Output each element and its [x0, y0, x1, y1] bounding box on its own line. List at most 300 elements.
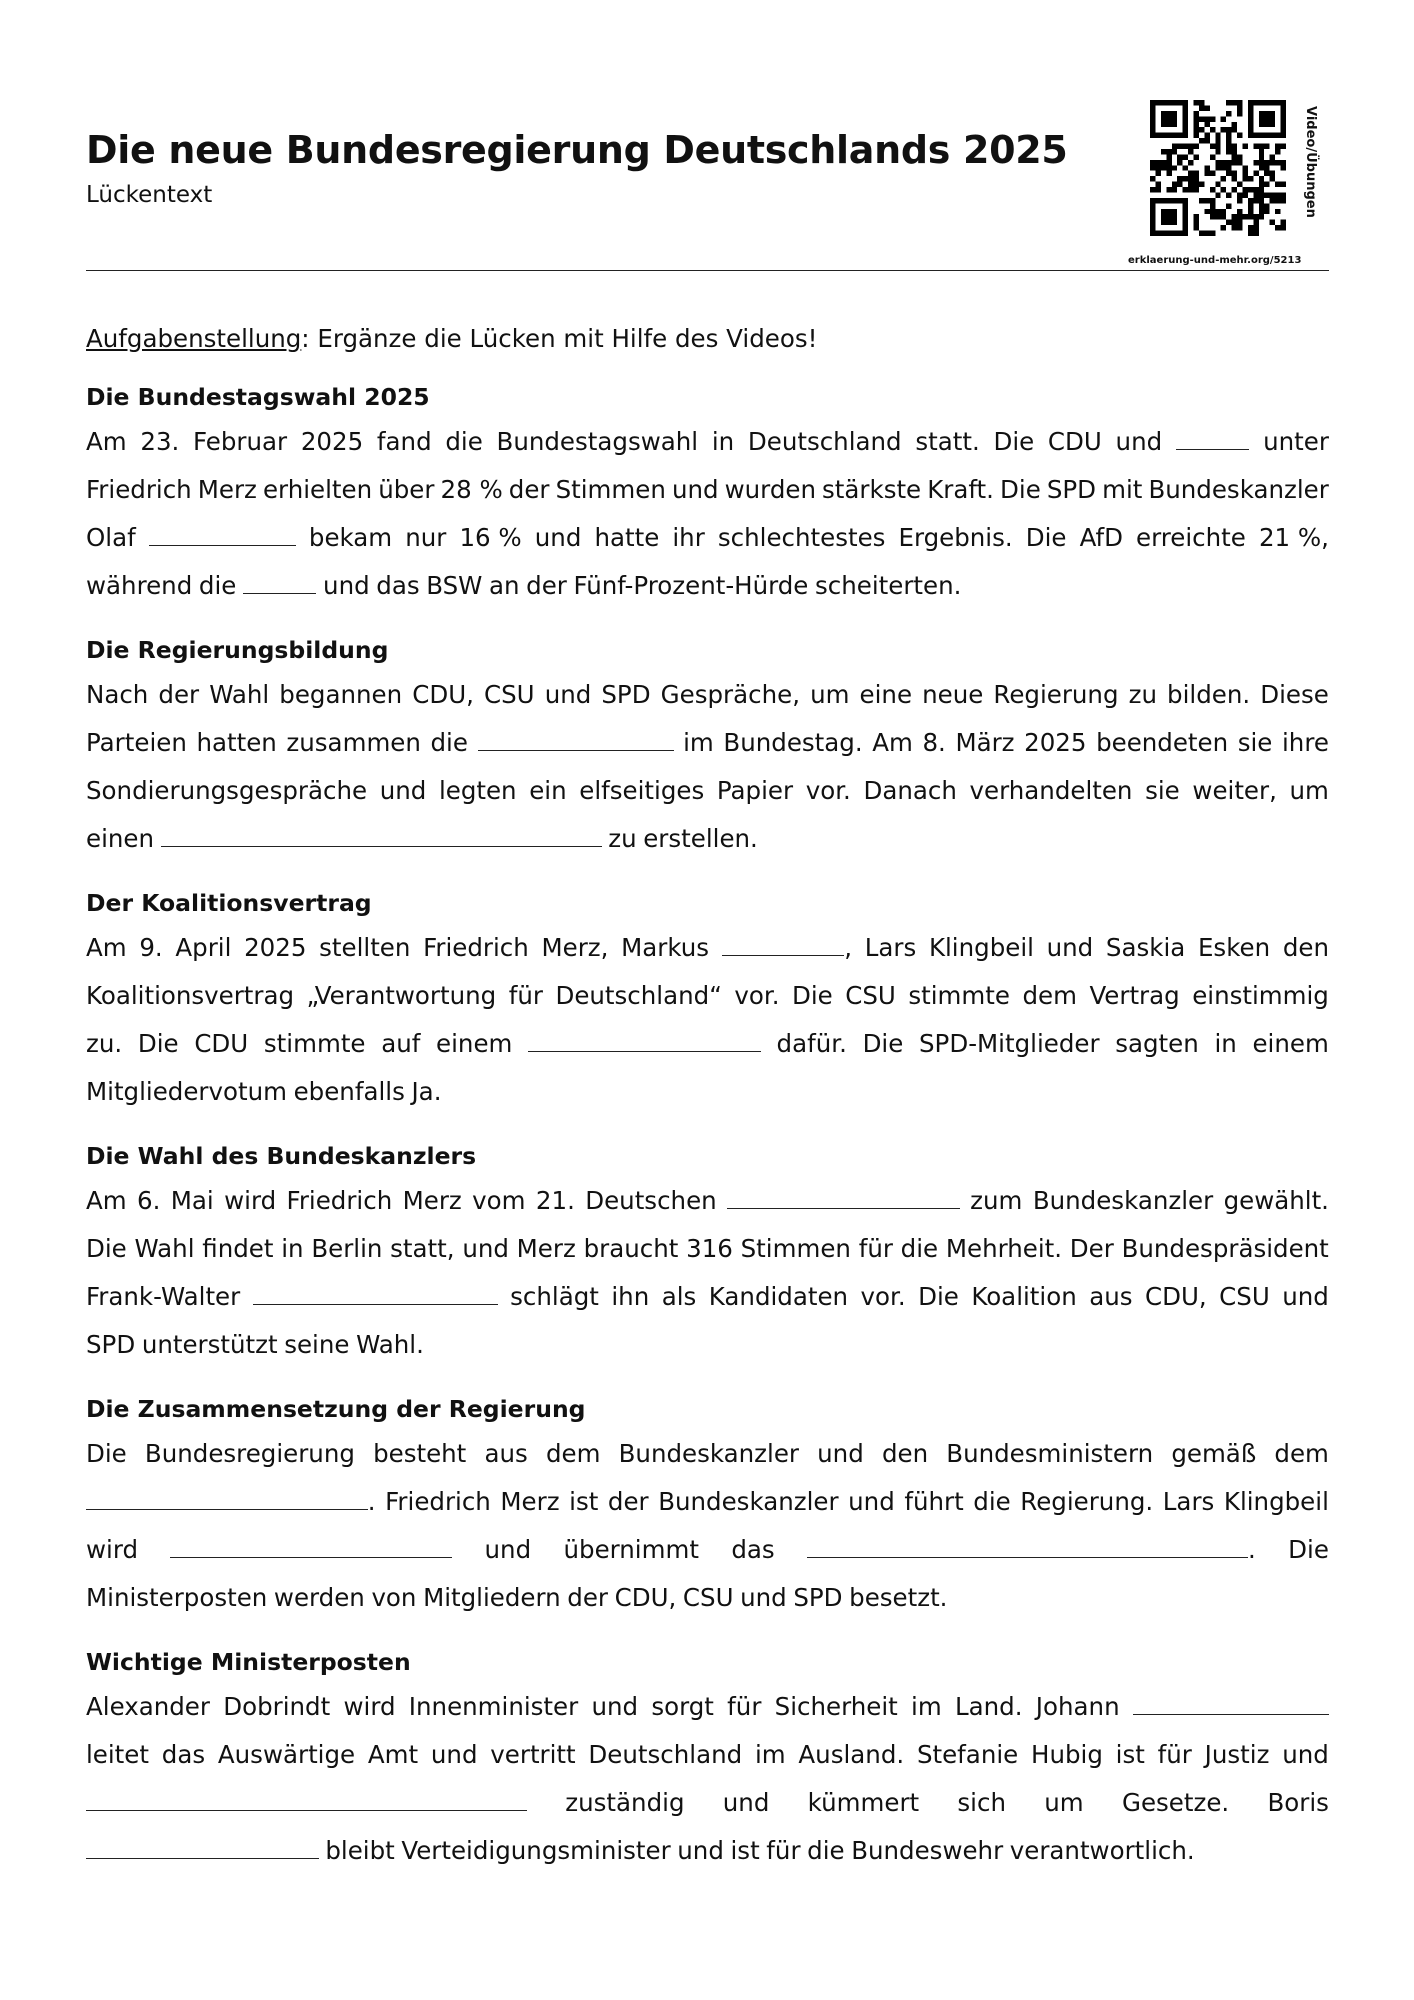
blank-field[interactable]	[1176, 418, 1250, 466]
text-word: 2025	[244, 933, 307, 962]
section-title: Wichtige Ministerposten	[86, 1648, 411, 1676]
text-word: gewählt.	[1223, 1186, 1329, 1215]
text-word: Dobrindt	[223, 1692, 331, 1721]
text-word: „Verantwortung	[306, 981, 497, 1010]
text-word: Die	[792, 981, 833, 1010]
text-word: unterstützt	[141, 1330, 278, 1359]
text-word: erstellen.	[643, 824, 758, 853]
text-word: und	[534, 523, 582, 552]
text-word: Innenminister	[408, 1692, 579, 1721]
text-word: Justiz	[1204, 1740, 1270, 1769]
text-word: mit	[1102, 475, 1143, 504]
text-word: fand	[376, 427, 432, 456]
text-word: hatten	[196, 728, 277, 757]
text-word: vor.	[734, 981, 780, 1010]
text-word: die	[973, 1487, 1011, 1516]
text-word: Parteien	[86, 728, 187, 757]
text-word: Der	[1069, 1234, 1114, 1263]
text-word: 6.	[137, 1186, 161, 1215]
section-title: Die Bundestagswahl 2025	[86, 383, 430, 411]
text-word: vom	[472, 1186, 526, 1215]
text-word: dem	[1022, 981, 1077, 1010]
text-word: und	[430, 1740, 478, 1769]
text-word: dafür.	[776, 1029, 847, 1058]
text-word: März	[955, 728, 1015, 757]
text-word: weiter,	[1192, 776, 1277, 805]
text-line	[86, 1020, 1329, 1068]
worksheet-body	[86, 322, 1329, 1898]
text-word: CSU	[484, 680, 535, 709]
text-word: ebenfalls	[293, 1077, 405, 1106]
text-word: stimmte	[263, 1029, 366, 1058]
task-instruction	[86, 322, 1329, 356]
text-word: und	[544, 680, 592, 709]
text-word: für	[1157, 1740, 1192, 1769]
text-word: Ja.	[411, 1077, 442, 1106]
text-word: wird	[86, 1535, 139, 1564]
text-word: erhielten	[262, 475, 373, 504]
text-word: SPD	[86, 1330, 136, 1359]
text-line	[86, 466, 1329, 514]
text-word: Ausland.	[798, 1740, 905, 1769]
text-word: legten	[438, 776, 517, 805]
text-word: wurden	[724, 475, 816, 504]
text-word: CSU	[845, 981, 896, 1010]
text-word: Bundeskanzler	[618, 1439, 799, 1468]
text-word: CDU,	[614, 1583, 677, 1612]
text-word: Bundeswehr	[851, 1836, 1004, 1865]
text-word: besetzt.	[849, 1583, 948, 1612]
blank-field[interactable]: ,	[722, 924, 852, 972]
text-line	[86, 562, 1329, 610]
qr-code-icon[interactable]	[1150, 100, 1286, 236]
text-word: bilden.	[1167, 680, 1251, 709]
text-line	[86, 1526, 1329, 1574]
text-word: während	[86, 571, 193, 600]
text-word: vor.	[860, 1282, 906, 1311]
text-word: Mitgliedern	[423, 1583, 561, 1612]
text-word: Friedrich	[385, 1487, 491, 1516]
text-word: Vertrag	[1089, 981, 1180, 1010]
text-word: und	[462, 1234, 509, 1263]
text-word: seine	[284, 1330, 350, 1359]
text-word: nur	[405, 523, 447, 552]
task-text: : Ergänze die Lücken mit Hilfe des Videos!	[301, 324, 818, 353]
qr-side-label: Video/Übungen	[1303, 106, 1318, 218]
text-word: scheiterten.	[815, 571, 962, 600]
text-word: Bundesregierung	[144, 1439, 355, 1468]
text-word: aus	[484, 1439, 528, 1468]
text-word: Friedrich	[423, 933, 529, 962]
text-word: Sondierungsgespräche	[86, 776, 368, 805]
text-word: vor.	[805, 776, 851, 805]
text-word: aus	[1089, 1282, 1133, 1311]
text-word: im	[911, 1692, 942, 1721]
text-word: Friedrich	[86, 475, 192, 504]
text-word: für	[727, 1692, 762, 1721]
blank-field[interactable]	[253, 1273, 498, 1321]
text-word: ein	[529, 776, 567, 805]
section	[86, 633, 1329, 863]
text-word: die	[445, 427, 483, 456]
text-word: und	[1282, 1740, 1329, 1769]
text-word: Stimmen	[555, 475, 666, 504]
text-word: verhandelten	[969, 776, 1133, 805]
text-word: Am	[86, 1186, 127, 1215]
text-word: ihn	[611, 1282, 650, 1311]
text-word: Mehrheit.	[945, 1234, 1063, 1263]
text-word: Deutschland	[588, 1740, 743, 1769]
text-word: elfseitiges	[579, 776, 705, 805]
text-word: Die	[1000, 475, 1041, 504]
text-word: Wahl	[209, 680, 270, 709]
text-word: 16 %	[459, 523, 522, 552]
text-word: CDU	[1047, 427, 1102, 456]
text-word: 21.	[535, 1186, 575, 1215]
text-word: Mai	[170, 1186, 214, 1215]
text-word: Die	[993, 427, 1035, 456]
text-word: Merz	[500, 1487, 560, 1516]
text-word: Wahl	[134, 1234, 195, 1263]
page-title: Die neue Bundesregierung Deutschlands 2025	[86, 128, 1068, 172]
text-word: schlechtestes	[717, 523, 886, 552]
text-word: Verteidigungsminister	[401, 1836, 671, 1865]
text-line	[86, 1321, 1329, 1369]
text-line	[86, 1779, 1329, 1827]
text-word: und	[848, 1487, 895, 1516]
text-word: und	[379, 776, 427, 805]
section	[86, 886, 1329, 1116]
blank-field[interactable]	[86, 1779, 527, 1827]
blank-field[interactable]	[1133, 1683, 1329, 1731]
text-line	[86, 1478, 1329, 1526]
text-word: und	[484, 1535, 532, 1564]
text-word: das	[376, 571, 420, 600]
text-word: CDU,	[1145, 1282, 1207, 1311]
text-word: von	[371, 1583, 417, 1612]
text-word: unter	[1263, 427, 1329, 456]
blank-field[interactable]	[727, 1177, 960, 1225]
text-word: in	[1214, 1029, 1237, 1058]
text-line	[86, 1827, 1329, 1875]
section	[86, 380, 1329, 610]
section-title: Die Zusammensetzung der Regierung	[86, 1395, 586, 1423]
section	[86, 1139, 1329, 1369]
section-title: Die Regierungsbildung	[86, 636, 389, 664]
text-word: das	[731, 1535, 775, 1564]
text-word: Saskia	[1105, 933, 1186, 962]
task-label: Aufgabenstellung	[86, 324, 302, 353]
text-word: über	[378, 475, 435, 504]
text-word: April	[175, 933, 232, 962]
text-word: die	[430, 728, 468, 757]
text-word: Bundeskanzler	[1148, 475, 1329, 504]
text-word: erreichte	[1136, 523, 1246, 552]
text-line	[86, 418, 1329, 466]
text-word: Diese	[1260, 680, 1329, 709]
text-word: SPD	[793, 1583, 843, 1612]
text-word: Klingbeil	[1223, 1487, 1329, 1516]
text-word: Regierung.	[1020, 1487, 1154, 1516]
blank-field[interactable]	[149, 514, 296, 562]
text-word: begannen	[279, 680, 403, 709]
text-word: zusammen	[286, 728, 421, 757]
text-word: und	[817, 1439, 864, 1468]
blank-field[interactable]	[170, 1526, 452, 1574]
text-word: einstimmig	[1192, 981, 1329, 1010]
text-word: Am	[86, 933, 127, 962]
text-word: im	[754, 1740, 786, 1769]
text-line	[86, 671, 1329, 719]
text-word: Kraft.	[927, 475, 994, 504]
text-word: Die	[86, 1234, 127, 1263]
text-word: führt	[904, 1487, 964, 1516]
text-word: für	[766, 1836, 801, 1865]
text-word: zum	[970, 1186, 1023, 1215]
section-title: Die Wahl des Bundeskanzlers	[86, 1142, 477, 1170]
text-word: besteht	[373, 1439, 467, 1468]
text-word: die	[900, 1234, 939, 1263]
text-line	[86, 1430, 1329, 1478]
text-word: ist	[569, 1487, 599, 1516]
text-word: CSU	[682, 1583, 734, 1612]
text-word: wird	[343, 1692, 396, 1721]
text-word: der	[508, 475, 550, 504]
text-word: in	[711, 427, 735, 456]
text-word: 23.	[140, 427, 180, 456]
text-line	[86, 924, 1329, 972]
text-word: vertritt	[490, 1740, 576, 1769]
text-word: Merz,	[541, 933, 609, 962]
text-word: Stefanie	[916, 1740, 1019, 1769]
page-subtitle: Lückentext	[86, 182, 213, 208]
text-line	[86, 1731, 1329, 1779]
text-word: Koalitionsvertrag	[86, 981, 295, 1010]
text-word: Berlin	[311, 1234, 383, 1263]
text-word: Alexander	[86, 1692, 210, 1721]
text-word: Lars	[864, 933, 917, 962]
text-word: dem	[1274, 1439, 1329, 1468]
section-list	[86, 380, 1329, 1875]
text-word: ist	[1115, 1740, 1145, 1769]
text-word: SPD-Mitglieder	[919, 1029, 1100, 1058]
text-word: sich	[957, 1788, 1006, 1817]
text-line	[86, 815, 1329, 863]
text-word: in	[281, 1234, 304, 1263]
text-word: verantwortlich.	[1009, 1836, 1195, 1865]
text-word: stellten	[319, 933, 411, 962]
text-word: Die	[137, 1029, 179, 1058]
text-word: Danach	[863, 776, 957, 805]
text-word: Markus	[621, 933, 710, 962]
text-word: für	[858, 1234, 893, 1263]
text-word: zuständig	[565, 1788, 685, 1817]
section-title: Der Koalitionsvertrag	[86, 889, 372, 917]
text-word: um	[1289, 776, 1329, 805]
text-word: als	[661, 1282, 697, 1311]
text-word: für	[508, 981, 543, 1010]
text-word: 21 %,	[1258, 523, 1329, 552]
text-word: Stimmen	[740, 1234, 851, 1263]
text-word: Kandidaten	[708, 1282, 849, 1311]
text-word: SPD	[601, 680, 651, 709]
text-word: ihre	[1281, 728, 1329, 757]
text-word: sorgt	[651, 1692, 714, 1721]
text-word: den	[881, 1439, 929, 1468]
text-word: wird	[224, 1186, 277, 1215]
text-word: zu	[1128, 680, 1157, 709]
text-word: Regierung	[993, 680, 1119, 709]
text-word: statt,	[390, 1234, 455, 1263]
text-word: CSU	[1219, 1282, 1270, 1311]
text-word: Amt	[367, 1740, 419, 1769]
text-word: der	[526, 571, 567, 600]
blank-field[interactable]	[478, 719, 674, 767]
text-word: Klingbeil	[928, 933, 1034, 962]
text-word: die	[198, 571, 237, 600]
text-word: das	[161, 1740, 206, 1769]
text-word: Ministerposten	[86, 1583, 268, 1612]
text-word: sagten	[1115, 1029, 1199, 1058]
text-word: und	[722, 1788, 770, 1817]
text-word: Am	[872, 728, 913, 757]
text-word: Die	[862, 1029, 904, 1058]
text-word: Die	[1288, 1535, 1329, 1564]
text-word: der	[158, 680, 200, 709]
text-word: einem	[436, 1029, 513, 1058]
text-word: 316	[686, 1234, 733, 1263]
text-word: 2025	[1024, 728, 1087, 757]
text-word: Olaf	[86, 523, 136, 552]
text-word: Nach	[86, 680, 149, 709]
text-word: hatte	[594, 523, 660, 552]
text-word: Hubig	[1031, 1740, 1103, 1769]
blank-field[interactable]	[528, 1020, 761, 1068]
text-word: 28 %	[440, 475, 503, 504]
text-word: und	[671, 475, 719, 504]
text-word: im	[683, 728, 714, 757]
blank-field[interactable]	[243, 562, 317, 610]
text-word: und	[323, 571, 370, 600]
text-word: Land.	[954, 1692, 1023, 1721]
text-word: Bundesministern	[946, 1439, 1154, 1468]
text-word: ihr	[672, 523, 705, 552]
text-word: Auswärtige	[217, 1740, 356, 1769]
text-word: Bundeskanzler	[1032, 1186, 1214, 1215]
text-word: Boris	[1267, 1788, 1329, 1817]
text-word: 8.	[922, 728, 946, 757]
worksheet-header	[86, 0, 1329, 272]
text-word: übernimmt	[563, 1535, 699, 1564]
text-word: die	[807, 1836, 845, 1865]
text-word: neue	[922, 680, 984, 709]
text-word: eine	[859, 680, 913, 709]
text-line	[86, 1225, 1329, 1273]
text-word: Sicherheit	[774, 1692, 898, 1721]
section	[86, 1392, 1329, 1622]
text-word: an	[488, 571, 520, 600]
text-line	[86, 1273, 1329, 1321]
text-word: Merz	[516, 1234, 576, 1263]
text-word: Frank-Walter	[86, 1282, 241, 1311]
text-word: Fünf-Prozent-Hürde	[573, 571, 809, 600]
text-word: einen	[86, 824, 155, 853]
text-word: werden	[273, 1583, 365, 1612]
text-word: 9.	[139, 933, 163, 962]
text-word: sie	[1145, 776, 1180, 805]
text-word: CDU	[194, 1029, 249, 1058]
text-line	[86, 767, 1329, 815]
section	[86, 1645, 1329, 1875]
text-word: 2025	[300, 427, 364, 456]
text-word: um	[810, 680, 850, 709]
text-word: Februar	[193, 427, 288, 456]
text-line	[86, 1177, 1329, 1225]
qr-url-link[interactable]: erklaerung-und-mehr.org/5213	[1128, 255, 1302, 266]
text-word: dem	[545, 1439, 601, 1468]
text-word: Deutschland“	[555, 981, 722, 1010]
text-word: der	[607, 1487, 649, 1516]
text-word: Wahl.	[356, 1330, 424, 1359]
text-word: beendeten	[1096, 728, 1229, 757]
text-word: Bundeskanzler	[658, 1487, 839, 1516]
text-line	[86, 1068, 1329, 1116]
text-word: Johann	[1035, 1692, 1120, 1721]
text-line	[86, 719, 1329, 767]
text-word: stärkste	[822, 475, 922, 504]
text-line	[86, 514, 1329, 562]
text-word: und	[677, 1836, 724, 1865]
text-word: Bundespräsident	[1121, 1234, 1329, 1263]
text-word: Lars	[1162, 1487, 1215, 1516]
text-line	[86, 972, 1329, 1020]
text-word: Bundestagswahl	[496, 427, 699, 456]
text-word: Friedrich	[286, 1186, 393, 1215]
text-word: AfD	[1079, 523, 1123, 552]
text-word: braucht	[583, 1234, 679, 1263]
text-word: Merz	[402, 1186, 462, 1215]
blank-field[interactable]	[86, 1827, 319, 1875]
header-divider	[86, 270, 1329, 271]
text-word: auf	[381, 1029, 421, 1058]
text-word: um	[1044, 1788, 1084, 1817]
text-word: Gesetze.	[1121, 1788, 1230, 1817]
blank-field[interactable]: .	[807, 1526, 1256, 1574]
text-word: Koalition	[971, 1282, 1077, 1311]
text-word: Die	[1025, 523, 1067, 552]
text-word: Mitgliedervotum	[86, 1077, 287, 1106]
text-word: bekam	[308, 523, 393, 552]
text-word: und	[591, 1692, 639, 1721]
text-word: Die	[918, 1282, 959, 1311]
text-word: Ergebnis.	[898, 523, 1013, 552]
text-word: findet	[202, 1234, 274, 1263]
blank-field[interactable]	[161, 815, 602, 863]
text-word: Papier	[716, 776, 794, 805]
text-word: Deutschen	[585, 1186, 717, 1215]
text-word: Bundestag.	[723, 728, 863, 757]
text-line	[86, 1574, 1329, 1622]
text-word: Die	[86, 1439, 127, 1468]
text-word: und	[1115, 427, 1163, 456]
text-word: CDU,	[412, 680, 474, 709]
text-word: Deutschland	[747, 427, 902, 456]
text-word: BSW	[426, 571, 483, 600]
text-word: leitet	[86, 1740, 149, 1769]
blank-field[interactable]: .	[86, 1478, 376, 1526]
text-word: den	[1282, 933, 1329, 962]
text-word: Gespräche,	[660, 680, 800, 709]
